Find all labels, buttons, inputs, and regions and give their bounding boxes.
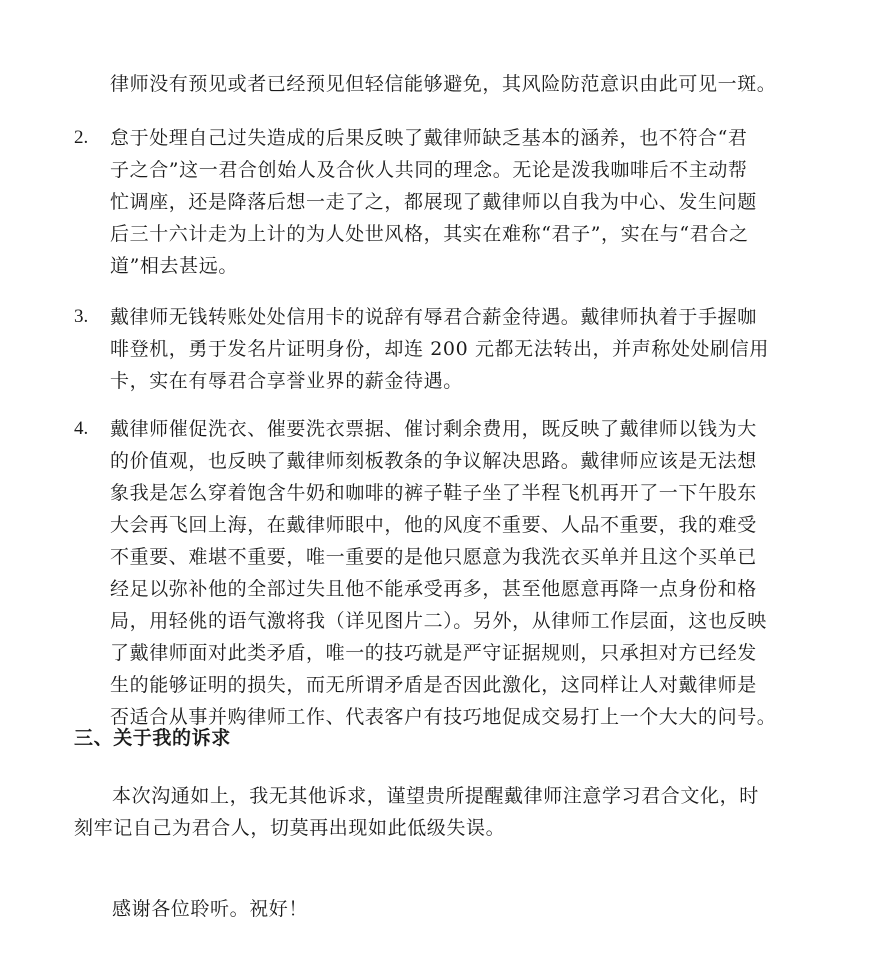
section-3-line-2: 刻牢记自己为君合人，切莫再出现如此低级失误。 [74,817,506,839]
list-number: 3. [74,306,89,327]
section-3-line-1: 本次沟通如上，我无其他诉求，谨望贵所提醒戴律师注意学习君合文化，时 [112,785,759,807]
item-4-line-4: 大会再飞回上海，在戴律师眼中，他的风度不重要、人品不重要，我的难受 [110,514,757,536]
section-heading: 三、关于我的诉求 [74,727,231,749]
item-4-line-10: 否适合从事并购律师工作、代表客户有技巧地促成交易打上一个大大的问号。 [110,706,777,728]
item-4-line-9: 生的能够证明的损失，而无所谓矛盾是否因此激化，这同样让人对戴律师是 [110,674,757,696]
item-2-line-5: 道”相去甚远。 [110,255,238,277]
item-4-line-3: 象我是怎么穿着饱含牛奶和咖啡的裤子鞋子坐了半程飞机再开了一下午股东 [110,482,757,504]
item-3-line-2: 啡登机，勇于发名片证明身份，却连 200 元都无法转出，并声称处处刷信用 [110,338,769,360]
item-4-line-8: 了戴律师面对此类矛盾，唯一的技巧就是严守证据规则，只承担对方已经发 [110,642,757,664]
item-2-line-2: 子之合”这一君合创始人及合伙人共同的理念。无论是泼我咖啡后不主动帮 [110,159,748,181]
intro-line: 律师没有预见或者已经预见但轻信能够避免，其风险防范意识由此可见一斑。 [110,73,777,95]
closing-line: 感谢各位聆听。祝好！ [112,898,309,920]
list-number: 2. [74,127,89,148]
item-4-line-1: 戴律师催促洗衣、催要洗衣票据、催讨剩余费用，既反映了戴律师以钱为大 [110,418,757,440]
item-4-line-5: 不重要、难堪不重要，唯一重要的是他只愿意为我洗衣买单并且这个买单已 [110,546,757,568]
item-4-line-7: 局，用轻佻的语气激将我（详见图片二）。另外，从律师工作层面，这也反映 [110,610,767,632]
item-3-line-1: 戴律师无钱转账处处信用卡的说辞有辱君合薪金待遇。戴律师执着于手握咖 [110,306,757,328]
item-4-line-6: 经足以弥补他的全部过失且他不能承受再多，甚至他愿意再降一点身份和格 [110,578,757,600]
item-3-line-3: 卡，实在有辱君合享誉业界的薪金待遇。 [110,370,463,392]
item-2-line-1: 怠于处理自己过失造成的后果反映了戴律师缺乏基本的涵养，也不符合“君 [110,127,748,149]
item-2-line-3: 忙调座，还是降落后想一走了之，都展现了戴律师以自我为中心、发生问题 [110,191,757,213]
item-4-line-2: 的价值观，也反映了戴律师刻板教条的争议解决思路。戴律师应该是无法想 [110,450,757,472]
item-2-line-4: 后三十六计走为上计的为人处世风格，其实在难称“君子”，实在与“君合之 [110,223,749,245]
list-number: 4. [74,418,89,439]
